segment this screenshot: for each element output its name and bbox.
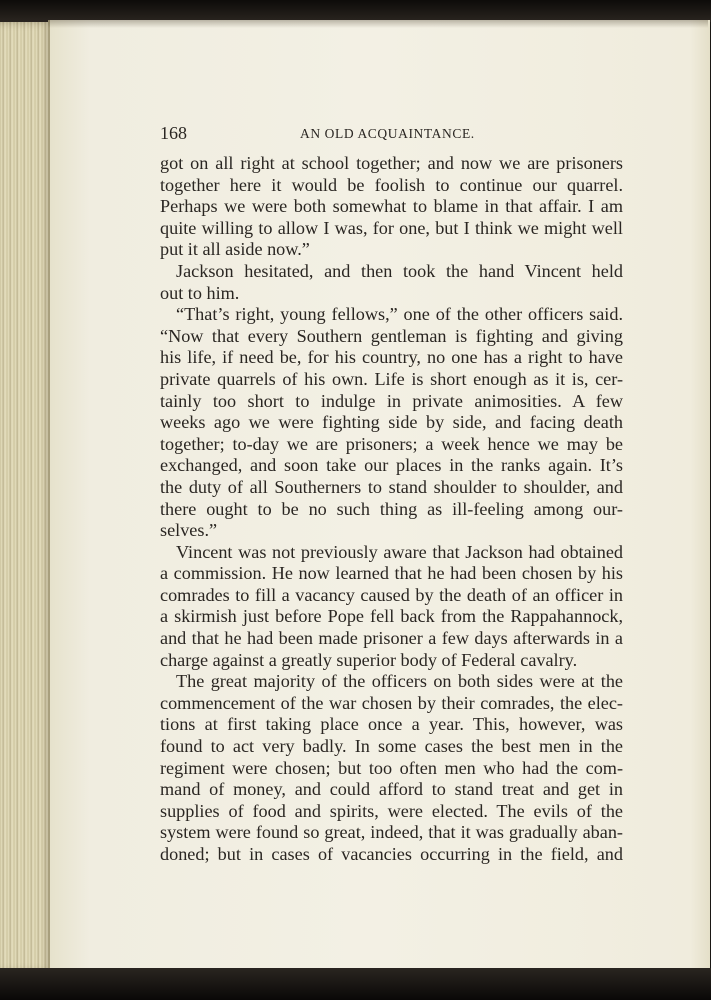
- text-line: the duty of all Southerners to stand shoulder to shoulder, and: [160, 476, 623, 497]
- text-line: “Now that every Southern gentleman is fighting and giving: [160, 325, 623, 346]
- text-line: weeks ago we were fighting side by side, and facing death: [160, 412, 623, 433]
- text-line: tions at first taking place once a year. This, however, was: [160, 714, 623, 735]
- text-line: “That’s right, young fellows,” one of the other officers said.: [176, 304, 623, 325]
- text-line: a skirmish just before Pope fell back from the Rappahannock,: [160, 606, 623, 627]
- text-line: there ought to be no such thing as ill-feeling among our-: [160, 498, 623, 519]
- text-line: together here it would be foolish to continue our quarrel.: [160, 174, 623, 195]
- text-line: quite willing to allow I was, for one, but I think we might well: [160, 217, 623, 238]
- text-line: comrades to fill a vacancy caused by the death of an officer in: [160, 584, 623, 605]
- text-line: tainly too short to indulge in private animosities. A few: [160, 390, 623, 411]
- text-line: a commission. He now learned that he had been chosen by his: [160, 563, 623, 584]
- page-top-shadow: [48, 20, 708, 28]
- page-edges: [0, 22, 54, 972]
- text-line: Vincent was not previously aware that Jackson had obtained: [176, 541, 623, 562]
- text-line: put it all aside now.”: [160, 239, 310, 260]
- text-line: Perhaps we were both somewhat to blame in that affair. I am: [160, 196, 623, 217]
- text-line: supplies of food and spirits, were elected. The evils of the: [160, 800, 623, 821]
- text-line: doned; but in cases of vacancies occurring in the field, and: [160, 844, 623, 864]
- text-line: together; to-day we are prisoners; a week hence we may be: [160, 433, 623, 454]
- body-text: [160, 153, 623, 866]
- book-spine-shadow-top: [0, 0, 711, 22]
- text-line: private quarrels of his own. Life is short enough as it is, cer-: [160, 368, 623, 389]
- page-header: [160, 123, 623, 147]
- text-line: The great majority of the officers on both sides were at the: [176, 671, 623, 692]
- text-line: and that he had been made prisoner a few days afterwards in a: [160, 628, 623, 649]
- text-line: his life, if need be, for his country, no one has a right to have: [160, 347, 623, 368]
- text-line: system were found so great, indeed, that it was gradually aban-: [160, 822, 623, 843]
- text-line: exchanged, and soon take our places in the ranks again. It’s: [160, 455, 623, 476]
- page-number: 168: [160, 123, 187, 143]
- text-line: commencement of the war chosen by their comrades, the elec-: [160, 692, 623, 713]
- text-line: mand of money, and could afford to stand treat and get in: [160, 779, 623, 800]
- text-line: out to him.: [160, 282, 240, 303]
- book-spine-shadow-bottom: [0, 968, 711, 1000]
- running-title: AN OLD ACQUAINTANCE.: [300, 126, 475, 141]
- text-line: Jackson hesitated, and then took the hand Vincent held: [176, 260, 623, 281]
- text-line: selves.”: [160, 520, 218, 541]
- text-line: got on all right at school together; and now we are prisoners: [160, 153, 623, 173]
- text-line: charge against a greatly superior body of Federal cavalry.: [160, 649, 578, 670]
- text-line: found to act very badly. In some cases the best men in the: [160, 736, 623, 757]
- text-line: regiment were chosen; but too often men who had the com-: [160, 757, 623, 778]
